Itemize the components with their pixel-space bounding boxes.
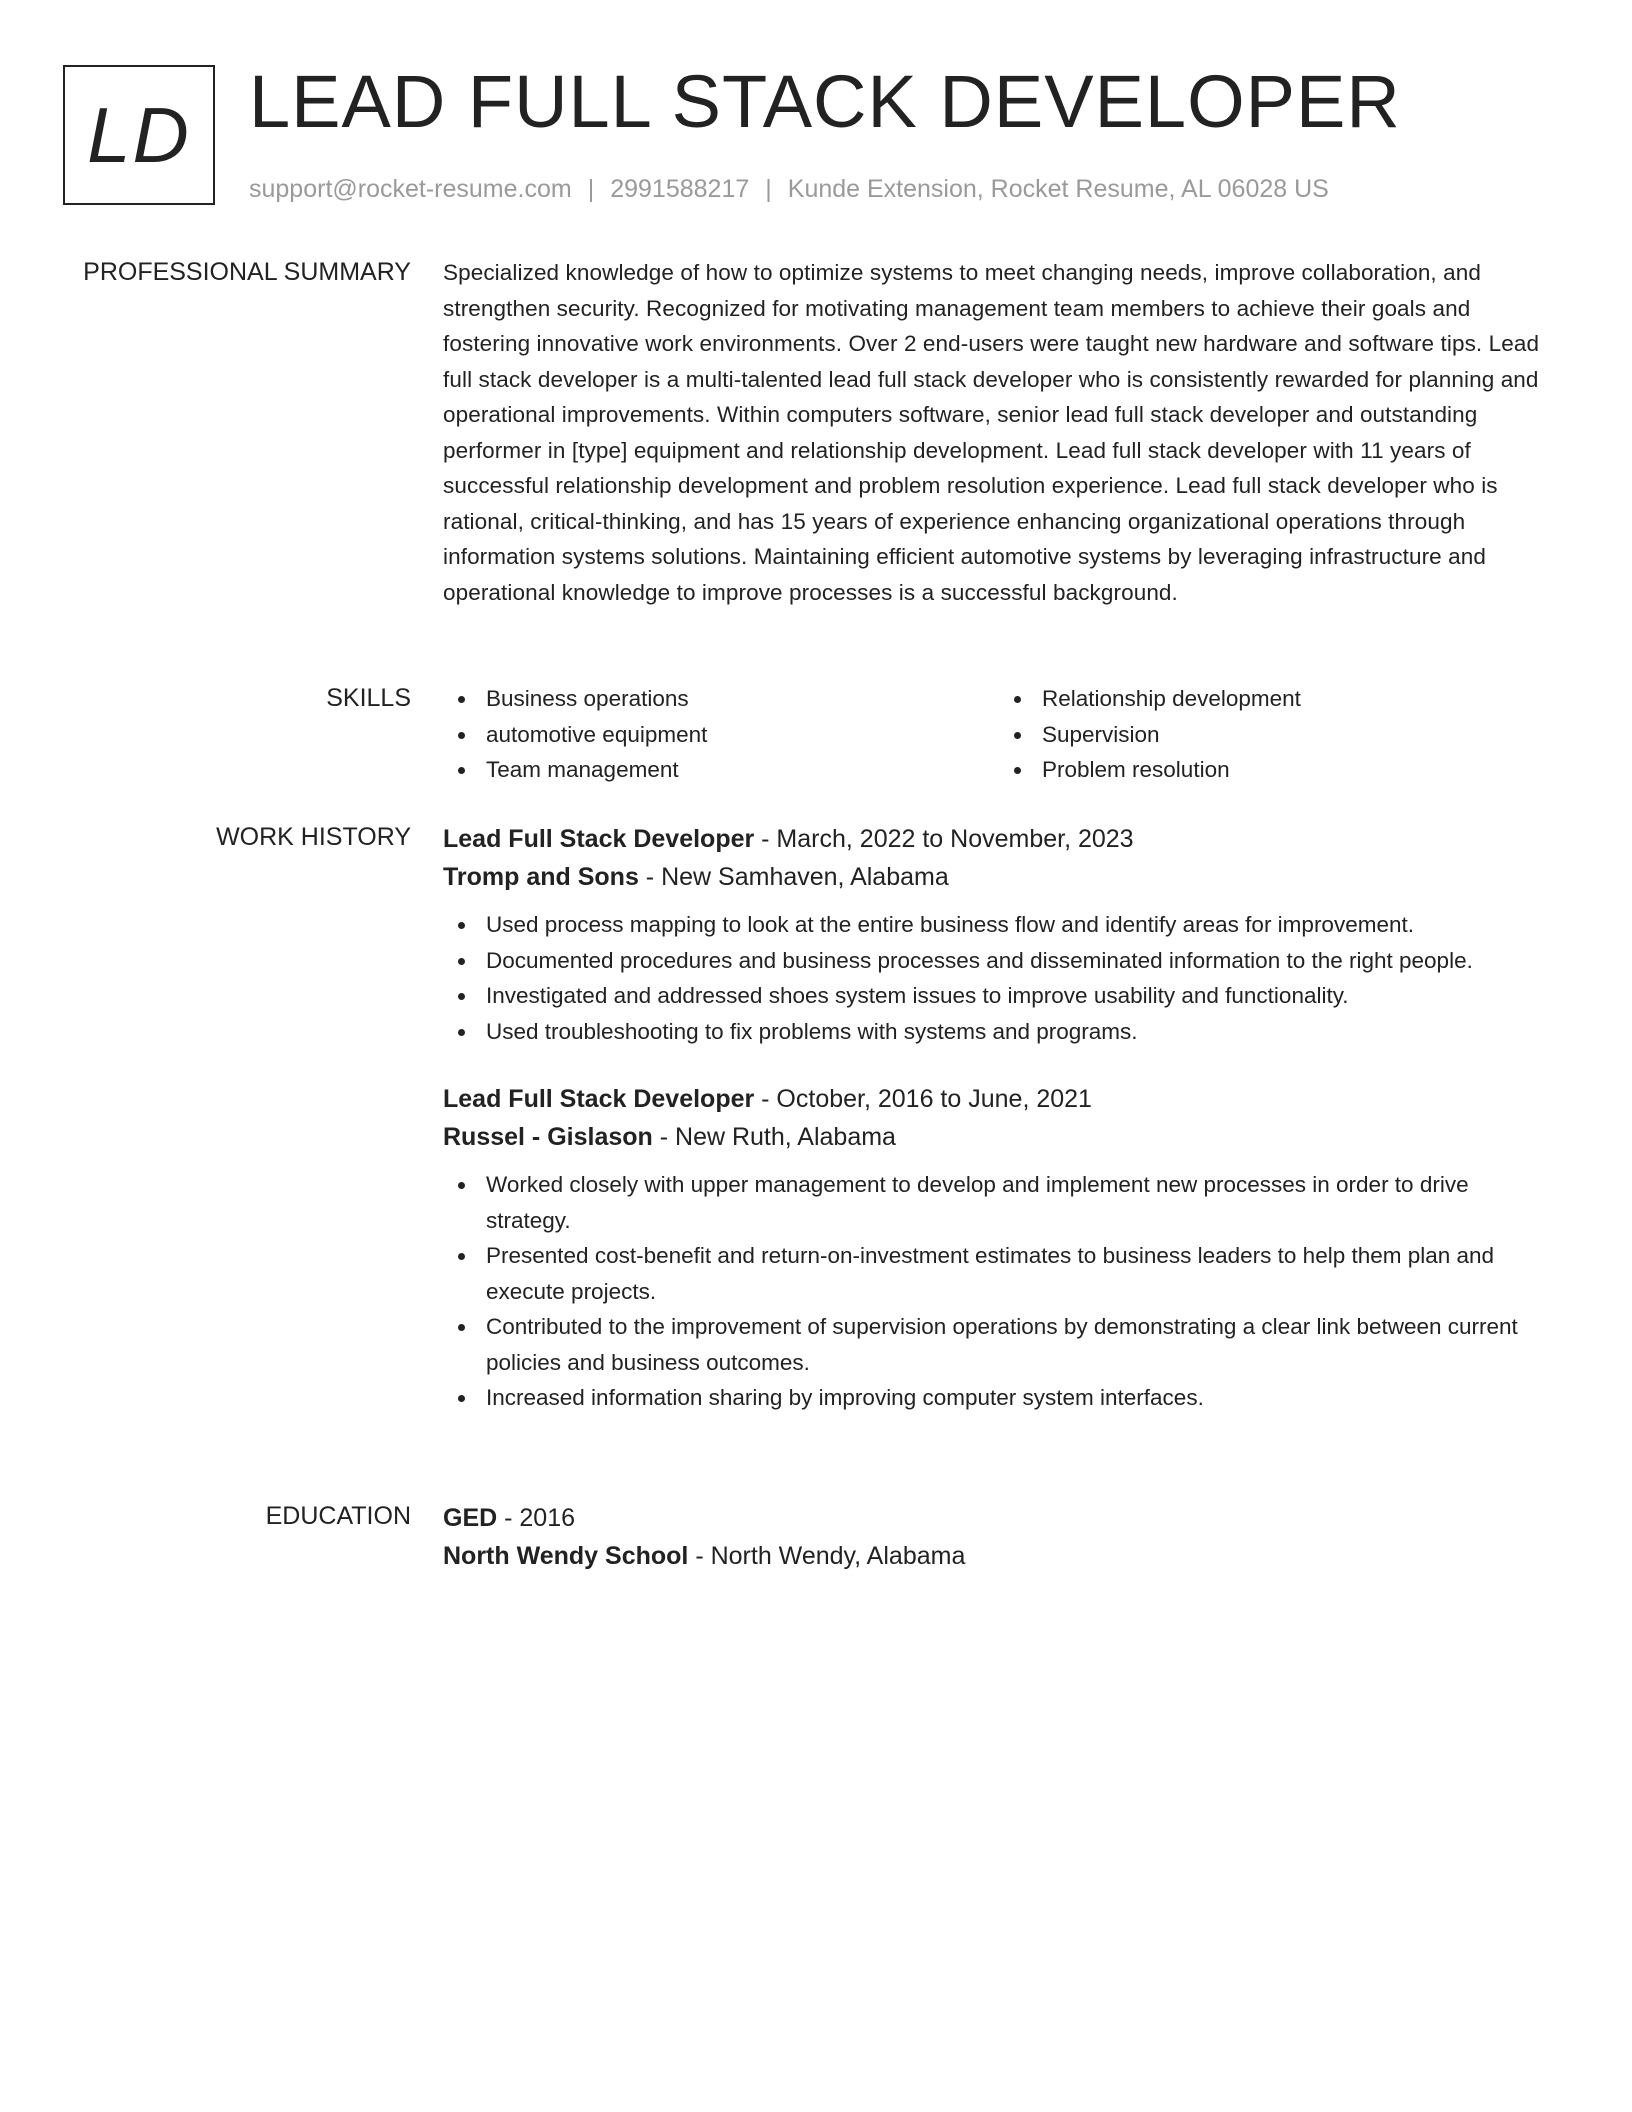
skill-item: Problem resolution <box>1042 752 1555 788</box>
job-company-line <box>443 1118 1555 1156</box>
contact-separator: | <box>765 175 772 203</box>
job-dates: - March, 2022 to November, 2023 <box>754 825 1134 853</box>
job-location: - New Ruth, Alabama <box>652 1123 896 1151</box>
education-location: - North Wendy, Alabama <box>688 1542 966 1570</box>
education-school-line <box>443 1537 1555 1575</box>
skill-item: Relationship development <box>1042 681 1555 717</box>
job-bullet: Contributed to the improvement of supervision operations by demonstrating a clear link between current policies and business outcomes. <box>486 1309 1555 1380</box>
job-bullet: Used process mapping to look at the entire business flow and identify areas for improvement. <box>486 907 1555 943</box>
job-bullet: Used troubleshooting to fix problems with systems and programs. <box>486 1014 1555 1050</box>
contact-address: Kunde Extension, Rocket Resume, AL 06028 US <box>787 175 1329 203</box>
job-bullet: Increased information sharing by improving computer system interfaces. <box>486 1380 1555 1416</box>
contact-phone: 2991588217 <box>610 175 750 203</box>
work-body <box>443 820 1555 1416</box>
job-company: Tromp and Sons <box>443 863 639 891</box>
skill-item: automotive equipment <box>486 717 999 753</box>
job-bullet: Investigated and addressed shoes system issues to improve usability and functionality. <box>486 978 1555 1014</box>
summary-heading: PROFESSIONAL SUMMARY <box>83 258 411 286</box>
job-title: Lead Full Stack Developer <box>443 825 755 853</box>
job-bullet: Worked closely with upper management to develop and implement new processes in order to drive strategy. <box>486 1167 1555 1238</box>
education-body <box>443 1499 1555 1575</box>
job-company-line <box>443 858 1555 896</box>
skill-item: Supervision <box>1042 717 1555 753</box>
contact-line <box>249 172 1329 206</box>
summary-text: Specialized knowledge of how to optimize systems to meet changing needs, improve collaboration, and strengthen security. Recognized for motivating management team members to achieve their goals and fostering innovative work environments. Over 2 end-users were taught new hardware and software tips. Lead full stack developer is a multi-talented lead full stack developer who is consistently rewarded for planning and operational improvements. Within computers software, senior lead full stack developer and outstanding performer in [type] equipment and relationship development. Lead full stack developer with 11 years of successful relationship development and problem resolution experience. Lead full stack developer who is rational, critical-thinking, and has 15 years of experience enhancing organizational operations through information systems solutions. Maintaining efficient automotive systems by leveraging infrastructure and operational knowledge to improve processes is a successful background. <box>443 260 1540 605</box>
work-heading: WORK HISTORY <box>216 823 411 851</box>
education-year: - 2016 <box>497 1504 576 1532</box>
job-title-line <box>443 1080 1555 1118</box>
skills-body <box>443 681 1555 788</box>
job-title-line <box>443 820 1555 858</box>
job-bullet: Presented cost-benefit and return-on-investment estimates to business leaders to help them plan and execute projects. <box>486 1238 1555 1309</box>
summary-body <box>443 255 1555 610</box>
job-entry <box>443 820 1555 1049</box>
skills-list-right <box>999 681 1555 788</box>
skill-item: Business operations <box>486 681 999 717</box>
monogram-box <box>63 65 215 205</box>
job-bullet: Documented procedures and business processes and disseminated information to the right people. <box>486 943 1555 979</box>
contact-separator: | <box>587 175 595 203</box>
education-degree-line <box>443 1499 1555 1537</box>
contact-email: support@rocket-resume.com <box>249 175 572 203</box>
resume-title: LEAD FULL STACK DEVELOPER <box>249 60 1401 143</box>
job-bullets <box>443 907 1555 1049</box>
education-degree: GED <box>443 1504 498 1532</box>
skills-grid <box>443 681 1555 788</box>
job-company: Russel - Gislason <box>443 1123 653 1151</box>
skill-item: Team management <box>486 752 999 788</box>
education-heading: EDUCATION <box>265 1502 411 1530</box>
monogram-initials: LD <box>87 90 191 179</box>
job-entry <box>443 1080 1555 1416</box>
job-title: Lead Full Stack Developer <box>443 1085 755 1113</box>
education-school: North Wendy School <box>443 1542 689 1570</box>
job-location: - New Samhaven, Alabama <box>638 863 949 891</box>
job-bullets <box>443 1167 1555 1416</box>
job-dates: - October, 2016 to June, 2021 <box>754 1085 1092 1113</box>
skills-list-left <box>443 681 999 788</box>
skills-heading: SKILLS <box>326 684 411 712</box>
